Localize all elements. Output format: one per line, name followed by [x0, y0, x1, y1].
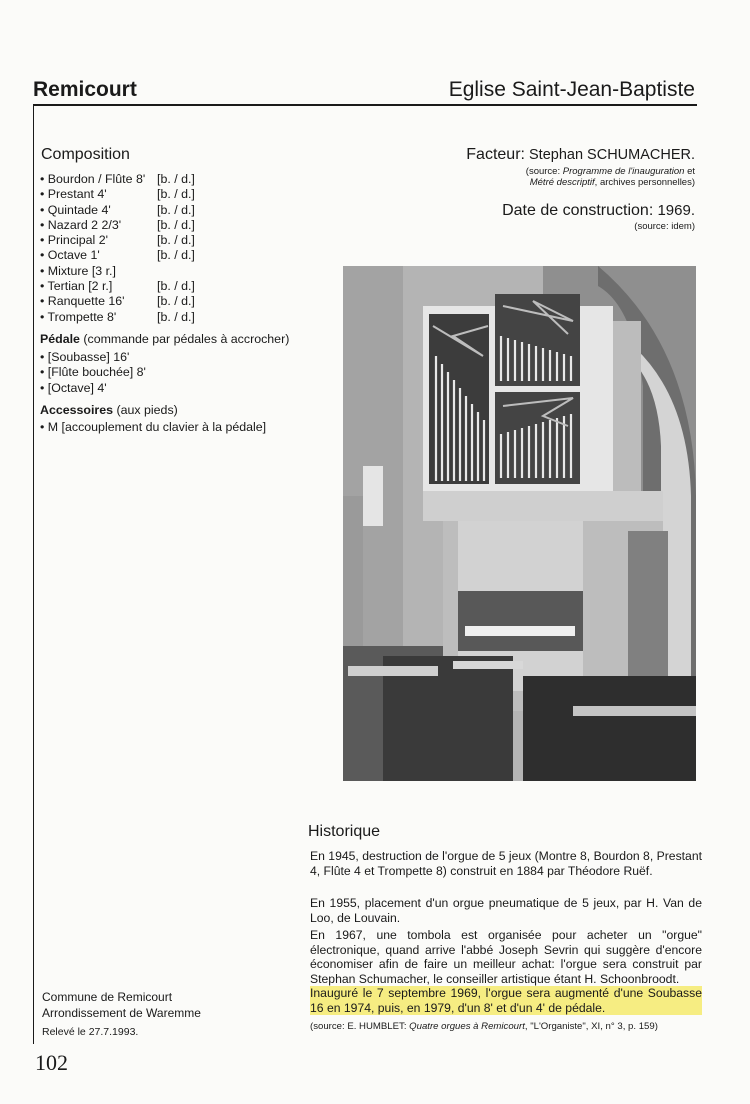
builder-src-d: Métré descriptif	[529, 177, 595, 188]
stop-name: • Tertian [2 r.]	[40, 279, 113, 294]
pedale-label: Pédale	[40, 332, 80, 346]
stop-tag: [b. / d.]	[157, 279, 195, 294]
date-source: (source: idem)	[634, 221, 695, 232]
stop-tag: [b. / d.]	[157, 233, 195, 248]
survey-date: Relevé le 27.7.1993.	[42, 1026, 139, 1038]
commune: Commune de Remicourt	[42, 990, 173, 1004]
stop-name: • Octave 1'	[40, 248, 100, 263]
pedal-stop: • [Flûte bouchée] 8'	[40, 365, 146, 380]
arrondissement: Arrondissement de Waremme	[42, 1006, 201, 1020]
builder-src-a: (source:	[525, 166, 563, 177]
history-paragraph-2: En 1955, placement d'un orgue pneumatique de 5 jeux, par H. Van de Loo, de Louvain.	[310, 896, 702, 925]
builder-src-b: Programme de l'inauguration	[562, 166, 685, 177]
date-label: Date de construction:	[502, 202, 654, 219]
page-number: 102	[35, 1050, 68, 1075]
left-margin-rule	[33, 104, 34, 1044]
stop-name: • Mixture [3 r.]	[40, 263, 116, 278]
stop-tag: [b. / d.]	[157, 187, 195, 202]
stop-tag: [b. / d.]	[157, 202, 195, 217]
builder-name: Stephan SCHUMACHER.	[524, 147, 695, 163]
construction-date	[502, 202, 695, 220]
stop-name: • Nazard 2 2/3'	[40, 217, 122, 232]
history-src-a: (source: E. HUMBLET:	[310, 1021, 410, 1032]
pedal-stop: • [Octave] 4'	[40, 380, 107, 395]
church-name: Eglise Saint-Jean-Baptiste	[448, 78, 695, 101]
history-src-c: , "L'Organiste", XI, n° 3, p. 159)	[524, 1021, 658, 1032]
history-paragraph-4-highlighted: Inauguré le 7 septembre 1969, l'orgue sera augmenté d'une Soubasse 16 en 1974, puis, en 1979, d'un 8' et d'un 4' de pédale.	[310, 986, 702, 1015]
history-paragraph-3: En 1967, une tombola est organisée pour acheter un "orgue" électronique, quand arrive l'abbé Joseph Sevrin qui suggère d'encore économiser afin de faire un meilleur achat: l'orgue sera construit par Stephan Schumacher, le conseiller artistique étant H. Schoonbroodt.	[310, 928, 702, 987]
pedale-heading	[40, 332, 289, 346]
stop-name: • Trompette 8'	[40, 309, 117, 324]
stop-tag: [b. / d.]	[157, 172, 195, 186]
builder-src-c: et	[684, 166, 695, 177]
accessoire-item: • M [accouplement du clavier à la pédale]	[40, 420, 267, 434]
stop-tag: [b. / d.]	[157, 217, 195, 232]
stop-tag: [b. / d.]	[157, 294, 195, 309]
history-source	[310, 1021, 658, 1032]
stop-name: • Principal 2'	[40, 233, 108, 248]
history-src-b: Quatre orgues à Remicourt	[409, 1021, 525, 1032]
builder-label: Facteur:	[466, 146, 525, 163]
header-rule	[33, 104, 697, 106]
pedale-note: (commande par pédales à accrocher)	[79, 332, 290, 346]
history-paragraph-1: En 1945, destruction de l'orgue de 5 jeux (Montre 8, Bourdon 8, Prestant 4, Flûte 4 et Trompette 8) construit en 1884 par Théodore Ruëf.	[310, 849, 702, 878]
composition-title: Composition	[41, 146, 130, 163]
accessoires-heading	[40, 403, 178, 417]
date-value: 1969.	[653, 202, 695, 219]
stop-name: • Bourdon / Flûte 8'	[40, 172, 146, 186]
place-name: Remicourt	[33, 78, 137, 101]
stop-name: • Prestant 4'	[40, 187, 107, 202]
accessoires-label: Accessoires	[40, 403, 114, 417]
stop-name: • Ranquette 16'	[40, 294, 125, 309]
builder-src-e: , archives personnelles)	[594, 177, 695, 188]
stop-tag: [b. / d.]	[157, 309, 195, 324]
builder-source	[526, 166, 695, 188]
stop-name: • Quintade 4'	[40, 202, 111, 217]
pedal-stop-list	[40, 350, 146, 396]
accessoires-note: (aux pieds)	[113, 403, 178, 417]
pedal-stop: • [Soubasse] 16'	[40, 350, 130, 364]
historique-title: Historique	[308, 823, 381, 840]
stop-tag: [b. / d.]	[157, 248, 195, 263]
builder-line	[466, 146, 695, 164]
organ-photo	[343, 266, 696, 781]
